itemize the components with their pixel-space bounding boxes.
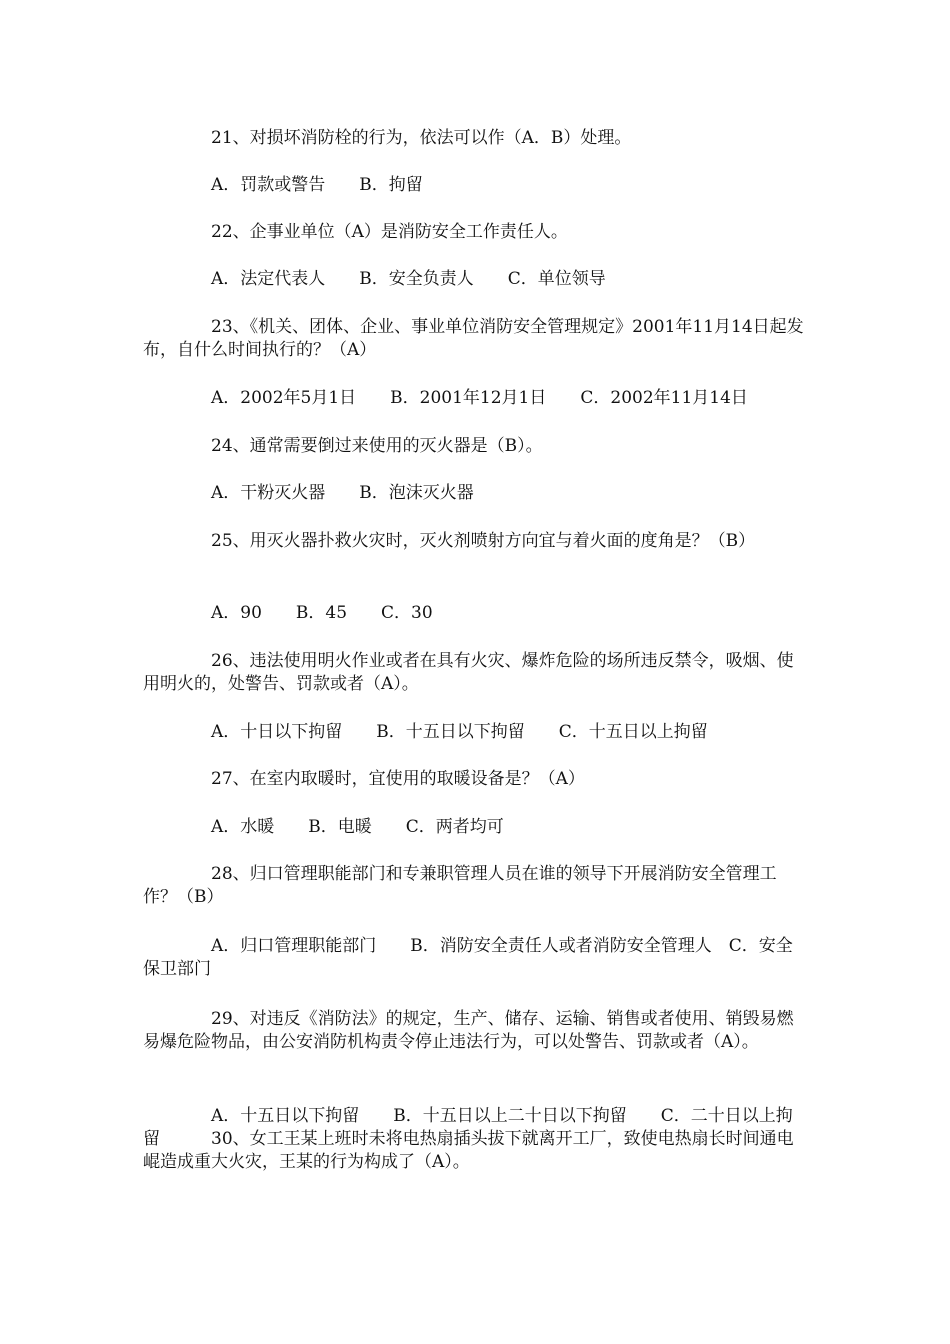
question-25: 25、用灭火器扑救火灾时，灭火剂喷射方向宜与着火面的度角是？（B） (211, 531, 756, 551)
options-24: A．干粉灭火器 B．泡沫灭火器 (211, 483, 474, 503)
question-21: 21、对损坏消防栓的行为，依法可以作（A．B）处理。 (211, 128, 632, 148)
options-28: A．归口管理职能部门 B．消防安全责任人或者消防安全管理人 C．安全保卫部门 (143, 936, 793, 979)
question-26: 26、违法使用明火作业或者在具有火灾、爆炸危险的场所违反禁令，吸烟、使用明火的，处警告、罚款或者（A）。 (143, 651, 794, 694)
question-24: 24、通常需要倒过来使用的灭火器是（B）。 (211, 436, 543, 456)
options-25: A．90 B．45 C．30 (211, 603, 433, 623)
question-22: 22、企事业单位（A）是消防安全工作责任人。 (211, 222, 568, 242)
question-29: 29、对违反《消防法》的规定，生产、储存、运输、销售或者使用、销毁易燃易爆危险物品，由公安消防机构责令停止违法行为，可以处警告、罚款或者（A）。 (143, 1009, 794, 1052)
options-27: A．水暖 B．电暖 C．两者均可 (211, 817, 504, 837)
options-29-question-30: A．十五日以下拘留 B．十五日以上二十日以下拘留 C．二十日以上拘留 30、女工王某上班时未将电热扇插头拔下就离开工厂，致使电热扇长时间通电崐造成重大火灾，王某的行为构成了（A）。 (143, 1106, 794, 1172)
question-27: 27、在室内取暖时，宜使用的取暖设备是？（A） (211, 769, 585, 789)
options-23: A．2002年5月1日 B．2001年12月1日 C．2002年11月14日 (211, 388, 748, 408)
options-22: A．法定代表人 B．安全负责人 C．单位领导 (211, 269, 606, 289)
options-21: A．罚款或警告 B．拘留 (211, 175, 423, 195)
question-23: 23、《机关、团体、企业、事业单位消防安全管理规定》2001年11月14日起发布，自什么时间执行的？（A） (143, 317, 804, 360)
question-28: 28、归口管理职能部门和专兼职管理人员在谁的领导下开展消防安全管理工作？（B） (143, 864, 777, 907)
options-26: A．十日以下拘留 B．十五日以下拘留 C．十五日以上拘留 (211, 722, 708, 742)
